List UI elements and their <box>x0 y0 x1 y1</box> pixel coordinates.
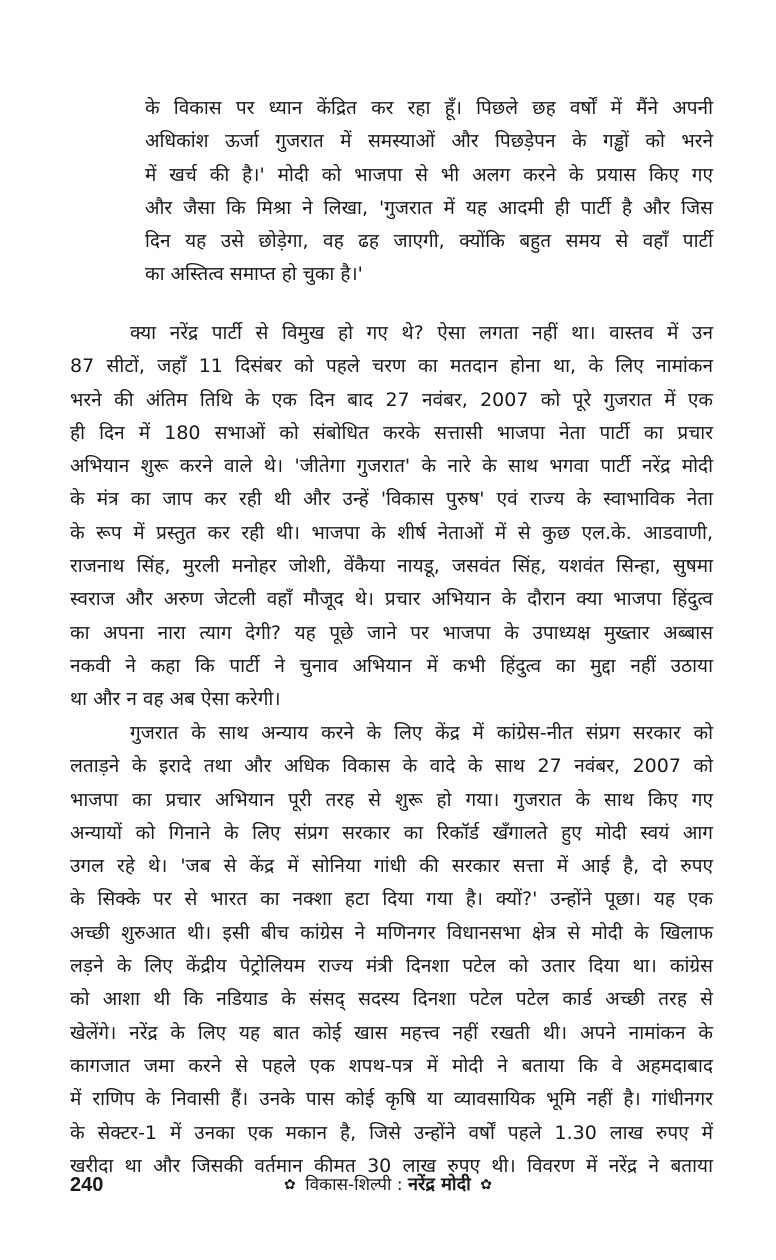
text-line: में राणिप के निवासी हैं। उनके पास कोई कृषि या व्यावसायिक भूमि नहीं है। गांधीनगर <box>70 1088 713 1111</box>
page-number: 240 <box>70 1174 104 1196</box>
paragraph-2 <box>70 717 713 1183</box>
text-line: खेलेंगे। नरेंद्र के लिए यह बात कोई खास महत्त्व नहीं रखती थी। अपने नामांकन के <box>70 1021 713 1044</box>
text-line: दिन यह उसे छोड़ेगा, वह ढह जाएगी, क्योंकि बहुत समय से वहाँ पार्टी <box>145 230 713 253</box>
text-line: खरीदा था और जिसकी वर्तमान कीमत 30 लाख रुपए थी। विवरण में नरेंद्र ने बताया <box>70 1154 713 1177</box>
quote-block <box>145 92 713 292</box>
text-line: ही दिन में 180 सभाओं को संबोधित करके सत्तासी भाजपा नेता पार्टी का प्रचार <box>70 421 713 444</box>
running-title <box>0 1168 776 1202</box>
text-line: भरने की अंतिम तिथि के एक दिन बाद 27 नवंबर, 2007 को पूरे गुजरात में एक <box>70 388 713 411</box>
text-line: के सिक्के पर से भारत का नक्शा हटा दिया गया है। क्यों?' उन्होंने पूछा। यह एक <box>70 888 713 911</box>
text-line: स्वराज और अरुण जेटली वहाँ मौजूद थे। प्रचार अभियान के दौरान क्या भाजपा हिंदुत्व <box>70 588 713 611</box>
text-line: को आशा थी कि नडियाड के संसद् सदस्य दिनशा पटेल पटेल कार्ड अच्छी तरह से <box>70 988 713 1011</box>
text-line: नकवी ने कहा कि पार्टी ने चुनाव अभियान में कभी हिंदुत्व का मुद्दा नहीं उठाया <box>70 654 713 677</box>
text-line: 87 सीटों, जहाँ 11 दिसंबर को पहले चरण का मतदान होना था, के लिए नामांकन <box>70 355 713 378</box>
flower-ornament-icon: ✿ <box>284 1177 296 1193</box>
text-line: के रूप में प्रस्तुत कर रही थी। भाजपा के शीर्ष नेताओं में से कुछ एल.के. आडवाणी, <box>70 521 713 544</box>
flower-ornament-icon: ✿ <box>480 1177 492 1193</box>
text-line: का अस्तित्व समाप्त हो चुका है।' <box>145 263 363 286</box>
text-line: अधिकांश ऊर्जा गुजरात में समस्याओं और पिछड़ेपन के गड्ढों को भरने <box>145 130 713 153</box>
text-line: के सेक्टर-1 में उनका एक मकान है, जिसे उन्होंने वर्षों पहले 1.30 लाख रुपए में <box>70 1121 713 1144</box>
text-line: लड़ने के लिए केंद्रीय पेट्रोलियम राज्य मंत्री दिनशा पटेल को उतार दिया था। कांग्रेस <box>70 955 713 978</box>
text-line: लताड़ने के इरादे तथा और अधिक विकास के वादे के साथ 27 नवंबर, 2007 को <box>70 755 713 778</box>
text-line: और जैसा कि मिश्रा ने लिखा, 'गुजरात में यह आदमी ही पार्टी है और जिस <box>145 196 713 219</box>
paragraph-1 <box>70 317 713 717</box>
text-line: अन्यायों को गिनाने के लिए संप्रग सरकार का रिकॉर्ड खँगालते हुए मोदी स्वयं आग <box>70 821 713 844</box>
book-title-name: नरेंद्र मोदी <box>407 1174 471 1195</box>
text-line: अभियान शुरू करने वाले थे। 'जीतेगा गुजरात' के नारे के साथ भगवा पार्टी नरेंद्र मोदी <box>70 455 713 478</box>
text-line: का अपना नारा त्याग देगी? यह पूछे जाने पर भाजपा के उपाध्यक्ष मुख्तार अब्बास <box>70 621 713 644</box>
text-line: उगल रहे थे। 'जब से केंद्र में सोनिया गांधी की सरकार सत्ता में आई है, दो रुपए <box>70 855 713 878</box>
text-line: राजनाथ सिंह, मुरली मनोहर जोशी, वेंकैया नायडू, जसवंत सिंह, यशवंत सिन्हा, सुषमा <box>70 555 713 578</box>
text-line: कागजात जमा करने से पहले एक शपथ-पत्र में मोदी ने बताया कि वे अहमदाबाद <box>70 1054 713 1077</box>
text-line: के मंत्र का जाप कर रही थी और उन्हें 'विकास पुरुष' एवं राज्य के स्वाभाविक नेता <box>70 488 713 511</box>
text-line: अच्छी शुरुआत थी। इसी बीच कांग्रेस ने मणिनगर विधानसभा क्षेत्र से मोदी के खिलाफ <box>70 921 713 944</box>
text-line: के विकास पर ध्यान केंद्रित कर रहा हूँ। पिछले छह वर्षों में मैंने अपनी <box>145 97 713 119</box>
text-line: क्या नरेंद्र पार्टी से विमुख हो गए थे? ऐसा लगता नहीं था। वास्तव में उन <box>130 322 713 344</box>
text-line: में खर्च की है।' मोदी को भाजपा से भी अलग करने के प्रयास किए गए <box>145 163 713 186</box>
text-line: गुजरात के साथ अन्याय करने के लिए केंद्र में कांग्रेस-नीत संप्रग सरकार को <box>130 722 713 744</box>
text-line: था और न वह अब ऐसा करेगी। <box>70 688 281 711</box>
text-line: भाजपा का प्रचार अभियान पूरी तरह से शुरू हो गया। गुजरात के साथ किए गए <box>70 788 713 811</box>
book-title-prefix: विकास-शिल्पी : <box>305 1175 403 1195</box>
